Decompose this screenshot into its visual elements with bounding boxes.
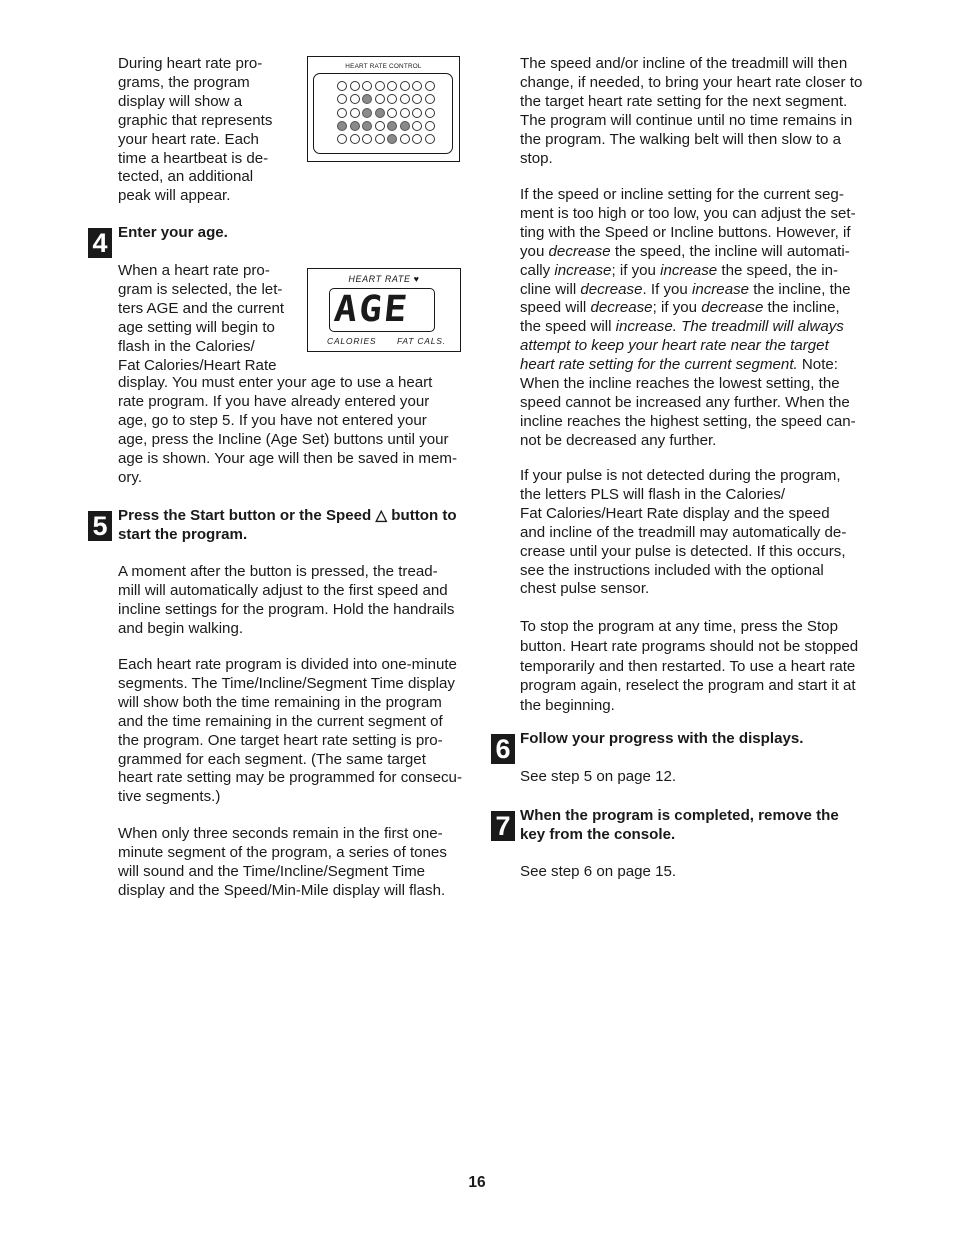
heart-rate-dot <box>425 121 435 131</box>
heart-rate-dot <box>400 134 410 144</box>
heart-rate-dot <box>387 108 397 118</box>
step-5-title: Press the Start button or the Speed △ button to start the program. <box>118 507 457 543</box>
heart-rate-dot <box>350 94 360 104</box>
heart-rate-dot <box>375 121 385 131</box>
heart-rate-dot <box>425 108 435 118</box>
heart-rate-dot <box>337 134 347 144</box>
step-5-paragraph-3: When only three seconds remain in the first one- minute segment of the program, a series of tones will sound and the Time/Incline/Segment Time display and the Speed/Min-Mile display will flash. <box>118 825 447 899</box>
heart-rate-dot <box>387 94 397 104</box>
right-paragraph-4: To stop the program at any time, press the Stop button. Heart rate programs should not be stopped temporarily and then restarted. To use a heart rate program again, reselect the program and start it at the beginning. <box>520 618 859 715</box>
heart-rate-dot <box>337 121 347 131</box>
heart-rate-dot <box>412 121 422 131</box>
heart-rate-dot <box>425 134 435 144</box>
heart-rate-dot <box>425 94 435 104</box>
heart-rate-dot <box>375 94 385 104</box>
age-digits: AGE <box>332 289 412 330</box>
right-paragraph-1: The speed and/or incline of the treadmill will then change, if needed, to bring your heart rate closer to the target heart rate setting for the next segment. The program will continue until no time remains in the program. The walking belt will then slow to a stop. <box>520 55 863 167</box>
age-display-figure <box>307 268 461 352</box>
right-paragraph-2: If the speed or incline setting for the current seg- ment is too high or too low, you can adjust the set- ting with the Speed or Incline buttons. However, if you decrease the speed, the incline will automati- cally increase; if you increase the speed, the in- cline will decrease. If you increase the incline, the speed will decrease; if you decrease the incline, the speed will increase. The treadmill will always attempt to keep your heart rate near the target heart rate setting for the current segment. Note: When the incline reaches the lowest setting, the speed cannot be increased any further. When the incline reaches the highest setting, the speed can- not be decreased any further. <box>520 186 856 449</box>
heart-rate-control-figure <box>307 56 460 162</box>
heart-rate-dot <box>400 108 410 118</box>
heart-rate-dot <box>350 108 360 118</box>
heart-rate-dot <box>375 81 385 91</box>
heart-rate-dot <box>362 121 372 131</box>
heart-rate-dot <box>375 108 385 118</box>
heart-rate-dot <box>400 121 410 131</box>
heart-rate-dot <box>387 121 397 131</box>
heart-rate-dot <box>412 81 422 91</box>
heart-rate-dot <box>362 94 372 104</box>
step-4-badge: 4 <box>88 228 112 258</box>
heart-rate-dot <box>412 108 422 118</box>
heart-rate-dot <box>425 81 435 91</box>
page-number: 16 <box>468 1174 486 1191</box>
heart-rate-dot <box>362 81 372 91</box>
step-4-title: Enter your age. <box>118 224 228 241</box>
heart-rate-dot <box>412 134 422 144</box>
dot-matrix <box>337 81 429 144</box>
heart-rate-label: HEART RATE ♥ <box>348 274 420 284</box>
heart-rate-dot <box>337 94 347 104</box>
heart-rate-dot <box>337 81 347 91</box>
calories-label: CALORIES <box>327 336 377 346</box>
heart-rate-dot <box>337 108 347 118</box>
step-7-title: When the program is completed, remove the key from the console. <box>520 807 839 843</box>
intro-paragraph: During heart rate pro- grams, the program display will show a graphic that represents your heart rate. Each time a heartbeat is de- tected, an additional peak will appear. <box>118 55 273 205</box>
heart-rate-dot <box>412 94 422 104</box>
step-5-paragraph-1: A moment after the button is pressed, the tread- mill will automatically adjust to the first speed and incline settings for the program. Hold the handrails and begin walking. <box>118 563 455 637</box>
heart-rate-dot <box>400 94 410 104</box>
step-5-badge: 5 <box>88 511 112 541</box>
heart-rate-dot <box>400 81 410 91</box>
step-5-paragraph-2: Each heart rate program is divided into one-minute segments. The Time/Incline/Segment Time display will show both the time remaining in the program and the time remaining in the current segment of the program. One target heart rate setting is pro- grammed for each segment. (The same target heart rate setting may be programmed for consecu- tive segments.) <box>118 656 462 806</box>
heart-rate-dot <box>350 121 360 131</box>
fat-cals-label: FAT CALS. <box>397 336 446 346</box>
heart-rate-dot <box>387 81 397 91</box>
step-7-badge: 7 <box>491 811 515 841</box>
heart-rate-dot <box>350 134 360 144</box>
heart-rate-dot <box>375 134 385 144</box>
step-6-badge: 6 <box>491 734 515 764</box>
step-4-wrap-text: When a heart rate pro- gram is selected, the let- ters AGE and the current age setting will begin to flash in the Calories/ Fat Calories/Heart Rate <box>118 262 285 374</box>
lcd-screen <box>329 288 435 332</box>
heart-rate-dot <box>362 108 372 118</box>
right-paragraph-3: If your pulse is not detected during the program, the letters PLS will flash in the Calories/ Fat Calories/Heart Rate display and the speed and incline of the treadmill may automatically de- crease until your pulse is detected. If this occurs, see the instructions included with the optional chest pulse sensor. <box>520 467 847 598</box>
step-6-text: See step 5 on page 12. <box>520 768 677 785</box>
heart-rate-dot <box>362 134 372 144</box>
step-6-title: Follow your progress with the displays. <box>520 730 804 747</box>
heart-rate-dot <box>350 81 360 91</box>
step-4-text: display. You must enter your age to use a heart rate program. If you have already entered your age, go to step 5. If you have not entered your age, press the Incline (Age Set) buttons until your age is shown. Your age will then be saved in mem- ory. <box>118 374 457 486</box>
heart-rate-control-label: HEART RATE CONTROL <box>345 63 422 70</box>
heart-rate-dot <box>387 134 397 144</box>
step-7-text: See step 6 on page 15. <box>520 863 677 880</box>
